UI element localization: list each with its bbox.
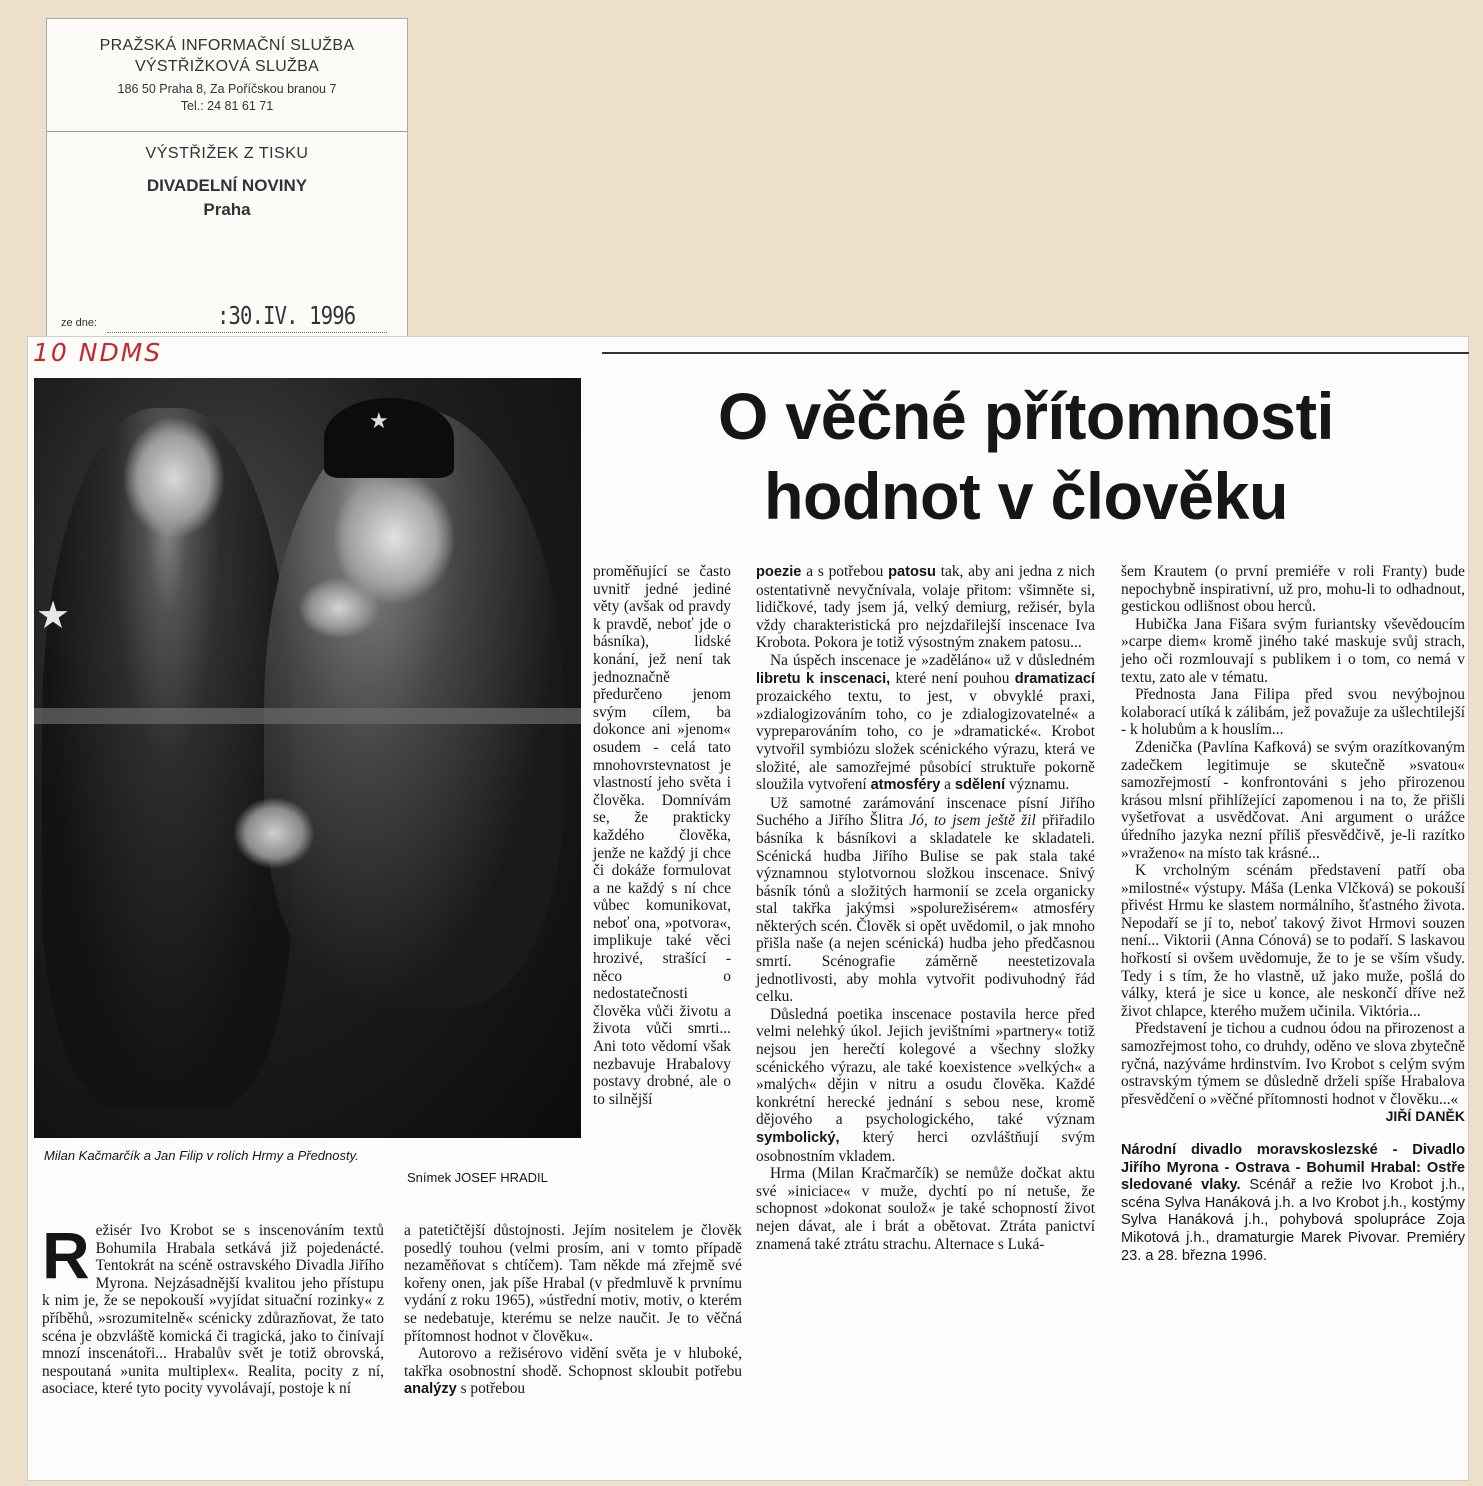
bold-run: analýzy [404, 1381, 457, 1398]
bold-run: poezie [756, 564, 802, 580]
text-run: a s potřebou [801, 563, 889, 580]
date-stamp: :30.IV. 1996 [217, 301, 356, 330]
photo-hands [234, 798, 314, 868]
headline-line-1: O věčné přítomnosti [717, 379, 1335, 453]
article-headline [586, 376, 1466, 536]
bold-run: patosu [888, 564, 936, 580]
col3-paragraph-2: Hubička Jana Fišara svým furiantsky vševědoucím »carpe diem« kromě jiného také maskuje svůj strach, jeho oči rozmlouvají s publikem i o tom, co nemá v textu, zato ale v tématu. [1121, 615, 1465, 686]
bold-run: libretu k inscenaci, [756, 670, 891, 687]
headline-line-2: hodnot v člověku [763, 459, 1289, 533]
photo-cap [324, 398, 454, 478]
text-run: které není pouhou [890, 669, 1015, 687]
photo-bench [34, 708, 581, 724]
sleeve-star-icon: ★ [36, 595, 71, 637]
col2-paragraph-5: Hrma (Milan Kračmarčík) se nemůže dočkat aktu své »iniciace« v muže, dychtí po ní netuše, že schopnost »dokonat soulož« je také schopností život nejen dávat, ale i brát a obětovat. Ztráta panictví znamená také ztrátu strachu. Alternace s Luká- [756, 1165, 1095, 1253]
text-run: Už samotné zarámování inscenace písní Jiřího Suchého a Jiřího Šlitra [756, 794, 1095, 830]
bottom-paragraph-2 [404, 1345, 742, 1399]
text-run: přiřadilo básníka k básníkovi a skladatele ke skladateli. Scénická hudba Jiřího Bulise se pak stala také významnou stylotvornou složkou inscenace. Snivý básník tónů a složitých harmonií se zcela organicky stal takřka jakýmsi »spolurežisérem« atmosféry některých scén. Člověk si opět uvědomil, o jak mnoho přišla naše (a nejen scénická) hudba jeho předčasnou smrtí. Scénografie záměrně neestetizovala jednotlivosti, aby mohla vytvořit podivuhodný řád celku. [756, 812, 1095, 1006]
bold-run: sdělení [954, 777, 1006, 794]
production-credits: Scénář a režie Ivo Krobot j.h., scéna Sylva Hanáková j.h. a Ivo Krobot j.h., kostýmy Sylva Hanáková j.h., pohybová spolupráce Zoja Mikotová j.h., dramaturgie Marek Pivovar. Premiéry 23. a 28. března 1996. [1121, 1177, 1465, 1264]
clipping-service-label [46, 18, 408, 338]
col2-paragraph-1 [756, 563, 1095, 652]
photo-credit: Snímek JOSEF HRADIL [407, 1170, 548, 1185]
col3-paragraph-4: Zdenička (Pavlína Kafková) se svým orazítkovaným zadečkem legitimuje se skutečně »svatou« samozřejmostí - konfrontováni s jeho přirozenou krásou mlsní přihlížející zapomenou i na to, že přišli vyšetřovat a usvědčovat. Ani argument o urážce úředního jazyka nezní příliš přesvědčivě, je-li razítko »vraženo« na místo tak krásné... [1121, 738, 1465, 862]
article-lead [42, 1218, 384, 1398]
col3-paragraph-3: Přednosta Jana Filipa před svou nevýbojnou kolaborací utíká k zálibám, jež považuje za ušlechtilejší - k holubům a k houslím... [1121, 686, 1465, 739]
bottom-paragraph-1: a patetičtější důstojnosti. Jejím nositelem je člověk posedlý touhou (velmi prosím, ani v tomto případě nezaměňovat s chtíčem). Tam někde má zřejmě své kořeny onen, jak píše Hrabal (v předmluvě k prvnímu vydání z roku 1965), »ústřední motiv, motiv, o kterém se nedebatuje, kterému se nelze naučit. Je to věčná přítomnost hodnot v člověku«. [404, 1222, 742, 1345]
org-address: 186 50 Praha 8, Za Poříčskou branou 7 [117, 82, 337, 96]
bold-run: dramatizací [1014, 670, 1095, 687]
col2-paragraph-2 [756, 652, 1095, 795]
header-rule [602, 352, 1469, 354]
publication-city: Praha [203, 200, 251, 219]
text-run: významu. [1005, 776, 1070, 794]
column-1-text: proměňující se často uvnitř jedné jediné věty (avšak od pravdy k pravdě, neboť jde o básníka), lidské konání, jež není tak jednoznačně předurčeno jenom svým cílem, ba dokonce ani »jenom« osudem - celá tato mnohovrstevnatost je vlastností jeho světa i člověka. Domnívám se, že prakticky každého člověka, jenže ne každý ji chce či dokáže formulovat a ne každý s ní chce vůbec komunikovat, neboť ona, »potvora«, implikuje také věci hrozivé, strašící - něco o nedostatečnosti člověka vůči životu a života vůči smrti... Ani toto vědomí však nezbavuje Hrabalovy postavy drobné, ale o to silnější [593, 563, 731, 1108]
col3-paragraph-6: Představení je tichou a cudnou ódou na přirozenost a samozřejmost toho, co druhdy, oděno ve slova zbytečně ryčná, nazýváme hrdinstvím. Ivo Krobot s celým svým ostravským týmem se důsledně drželi spíše Hrabalova přesvědčení o »věčné přítomnosti hodnot v člověku...« [1121, 1020, 1465, 1108]
article-author: JIŘÍ DANĚK [1385, 1108, 1465, 1125]
production-title: Národní divadlo moravskoslezské - Divadlo Jiřího Myrona - Ostrava - Bohumil Hrabal: Ostře sledované vlaky. [1121, 1142, 1465, 1194]
drop-cap: R [42, 1218, 90, 1292]
article-column-2 [756, 563, 1095, 1253]
col2-paragraph-3 [756, 795, 1095, 1006]
text-run: Autorovo a režisérovo vidění světa je v hluboké, takřka osobnostní shodě. Schopnost skloubit potřebu [404, 1345, 742, 1380]
photo-pointing-hand [299, 578, 379, 638]
col3-paragraph-1: šem Krautem (o první premiéře v roli Franty) bude nepochybně inspirativní, už pro, mohu-li to odhadnout, gestickou odlišnost obou herců. [1121, 563, 1465, 616]
org-service: VÝSTŘIŽKOVÁ SLUŽBA [134, 58, 320, 75]
col2-paragraph-4 [756, 1006, 1095, 1165]
text-run: tak, aby ani jedna z nich ostentativně nevyčnívala, volaje přitom: všimněte si, lidičkové, tady jsem já, velký demiurg, režisér, byla vždy charakteristická pro nejzdařilejší inscenace Iva Krobota. Pokora je totiž výsostným znakem patosu... [756, 563, 1096, 652]
text-run: Na úspěch inscenace je »zaděláno« už v důsledném [770, 651, 1095, 669]
label-body [47, 131, 407, 220]
article-column-1 [593, 563, 731, 1108]
label-heading: VÝSTŘIŽEK Z TISKU [145, 145, 309, 162]
date-line [107, 332, 387, 333]
publication-name: DIVADELNÍ NOVINY [146, 176, 308, 195]
text-run: a [940, 776, 955, 794]
date-label: ze dne: [61, 317, 98, 329]
bold-run: symbolický, [756, 1130, 840, 1146]
cap-star-icon: ★ [369, 408, 389, 433]
text-run: prozaického textu, to jest, v obvyklé praxi, »zdialogizováním toho, co je zdialogizovatelné« a vypreparováním toho, co je »dramatické«. Krobot vytvořil symbiózu složek scénického výrazu, která ve složité, ale samozřejmé působící struktuře pokorně sloužila vytvoření [756, 688, 1095, 794]
bold-run: atmosféry [870, 777, 941, 794]
photo-face-left [124, 418, 224, 538]
org-phone: Tel.: 24 81 61 71 [180, 99, 274, 113]
col3-paragraph-5: K vrcholným scénám představení patří oba »milostné« výstupy. Máša (Lenka Vlčková) se pokouší přivést Hrmu ke slastem normálního, šťastného života. Nepodaří se jí to, neboť takový život Hrmovi souzen není... Viktorii (Anna Cónová) se to podaří. S laskavou hořkostí si ovšem uvědomuje, že to je se vším všudy. Tedy i s tím, že ho vlastně, už jako muže, pošlá do války, která je sice u konce, ale neskončí dříve než život chlapce, kterého mužem učinila. Viktória... [1121, 862, 1465, 1020]
handwritten-note: 10 NDMS [33, 338, 163, 367]
text-run: Důsledná poetika inscenace postavila herce před velmi nelehký úkol. Jejich jevištními »partnery« totiž nejsou jen herečtí kolegové a všechny složky scénického výrazu, ale také koexistence »velkých« a »malých« dějin v nitru a osudu člověka. Každé konkrétní herecké jednání s sebou nese, kromě dějového a psychologického, také význam [756, 1005, 1095, 1129]
lead-text: ežisér Ivo Krobot se s inscenováním textů Bohumila Hrabala setkává již pojedenácté. Tentokrát na scéně ostravského Divadla Jiřího Myrona. Nejzásadnější kvalitou jeho přístupu k nim je, že se nepokouší »vyjídat situační rozinky« z příběhů, »srozumitelně« scénicky zdůrazňovat, že tato scéna je obzvláště komická či tragická, jako to činívají mnozí inscenátoři... Hrabalův svět je totiž obrovská, nespoutaná »unita multiplex«. Realita, pocity z ní, asociace, které tyto pocity vyvolávají, postoje k ní [42, 1222, 384, 1398]
italic-run: Jó, to jsem ještě žil [909, 812, 1036, 830]
text-run: s potřebou [456, 1380, 526, 1398]
production-info [1121, 1142, 1465, 1265]
article-photo [34, 378, 581, 1138]
text-run: který herci ozvláštňují svým osobnostním vkladem. [756, 1129, 1095, 1165]
article-column-bottom [404, 1222, 742, 1399]
photo-caption: Milan Kačmarčík a Jan Filip v rolích Hrmy a Přednosty. [44, 1148, 359, 1163]
label-header [47, 19, 407, 132]
org-name: PRAŽSKÁ INFORMAČNÍ SLUŽBA [99, 37, 355, 54]
article-column-3 [1121, 563, 1465, 1265]
